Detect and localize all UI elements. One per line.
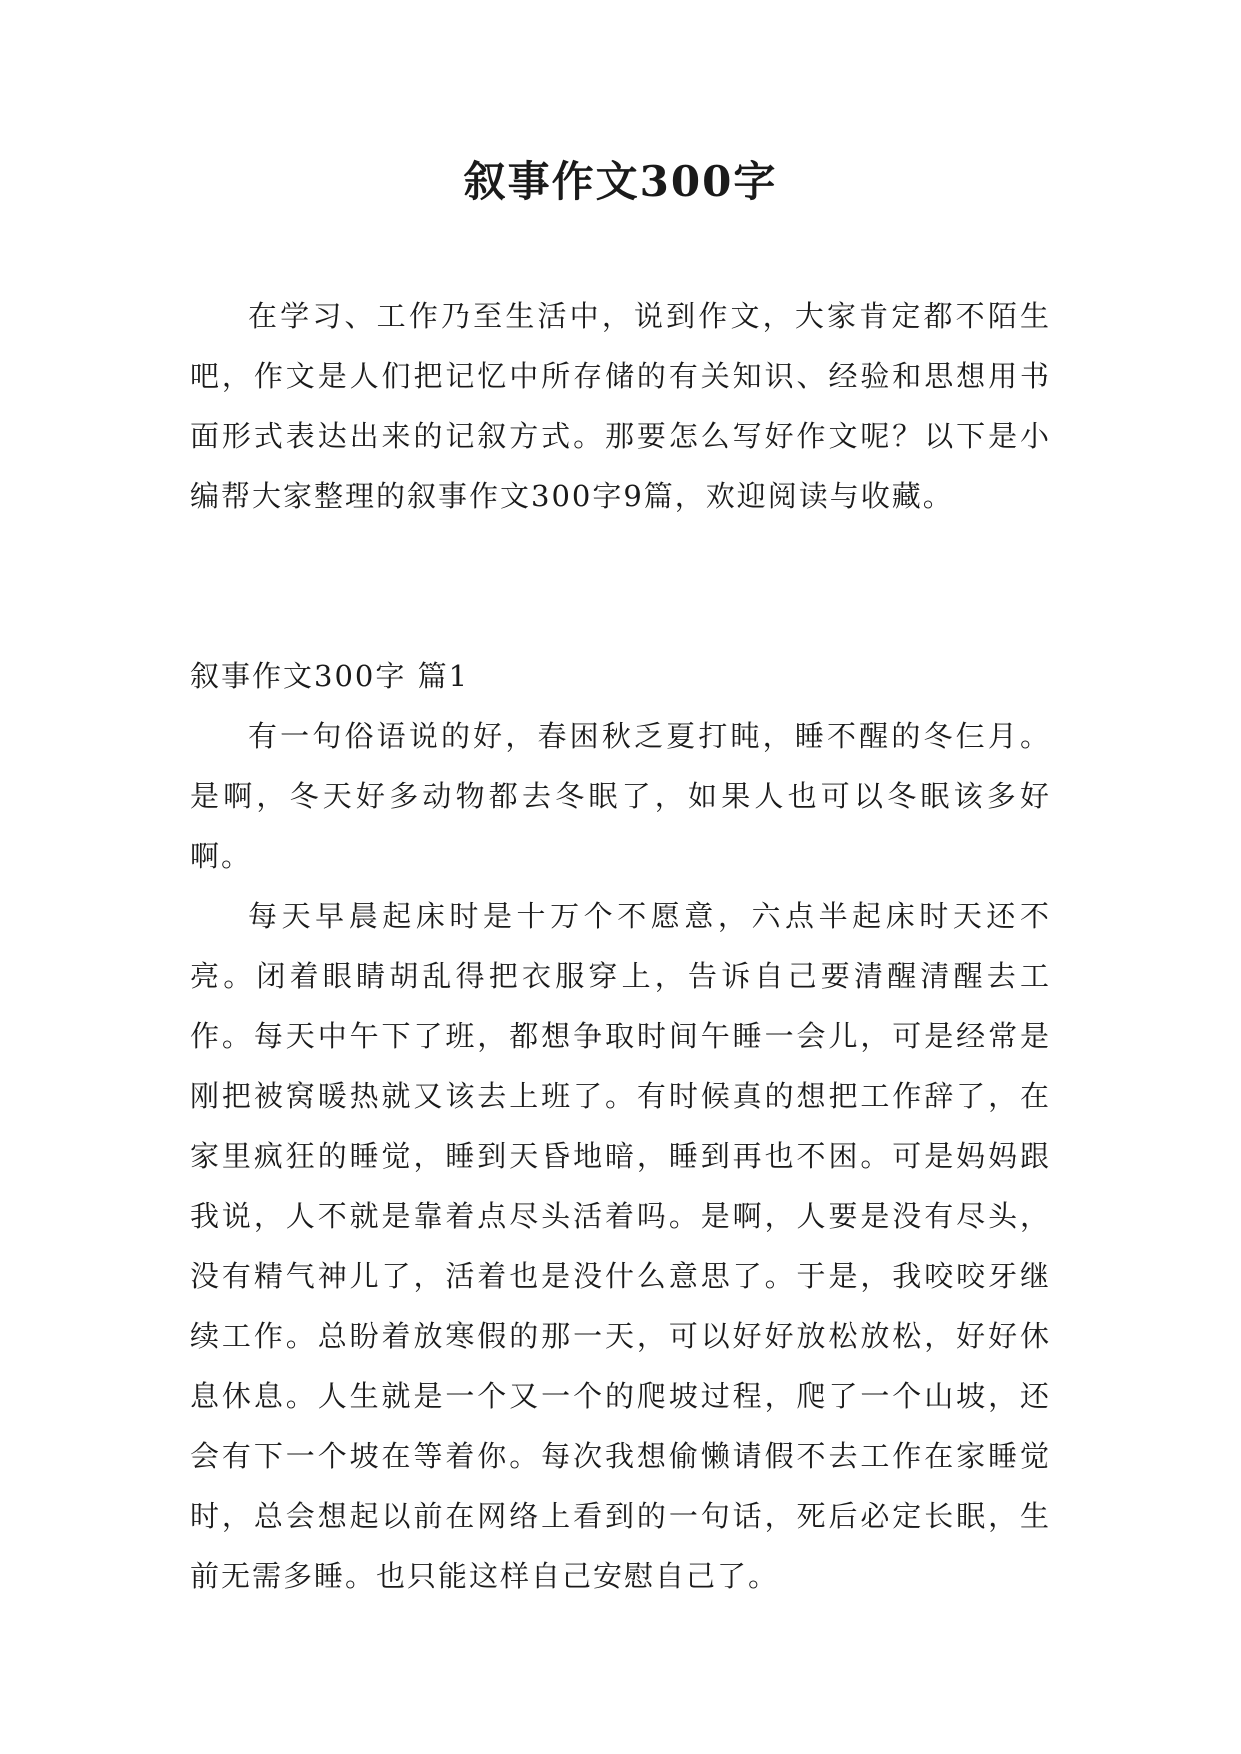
document-title: 叙事作文300字 <box>463 157 778 206</box>
document-body <box>190 286 1051 1606</box>
section-heading: 叙事作文300字 篇1 <box>190 659 470 693</box>
intro-paragraph: 在学习、工作乃至生活中，说到作文，大家肯定都不陌生吧，作文是人们把记忆中所存储的有关知识、经验和思想用书面形式表达出来的记叙方式。那要怎么写好作文呢？以下是小编帮大家整理的叙事作文300字9篇，欢迎阅读与收藏。 <box>190 299 1051 513</box>
body-paragraph: 每天早晨起床时是十万个不愿意，六点半起床时天还不亮。闭着眼睛胡乱得把衣服穿上，告诉自己要清醒清醒去工作。每天中午下了班，都想争取时间午睡一会儿，可是经常是刚把被窝暖热就又该去上班了。有时候真的想把工作辞了，在家里疯狂的睡觉，睡到天昏地暗，睡到再也不困。可是妈妈跟我说，人不就是靠着点尽头活着吗。是啊，人要是没有尽头，没有精气神儿了，活着也是没什么意思了。于是，我咬咬牙继续工作。总盼着放寒假的那一天，可以好好放松放松，好好休息休息。人生就是一个又一个的爬坡过程，爬了一个山坡，还会有下一个坡在等着你。每次我想偷懒请假不去工作在家睡觉时，总会想起以前在网络上看到的一句话，死后必定长眠，生前无需多睡。也只能这样自己安慰自己了。 <box>190 899 1051 1593</box>
body-paragraph: 有一句俗语说的好，春困秋乏夏打盹，睡不醒的冬仨月。是啊，冬天好多动物都去冬眠了，如果人也可以冬眠该多好啊。 <box>190 719 1051 873</box>
